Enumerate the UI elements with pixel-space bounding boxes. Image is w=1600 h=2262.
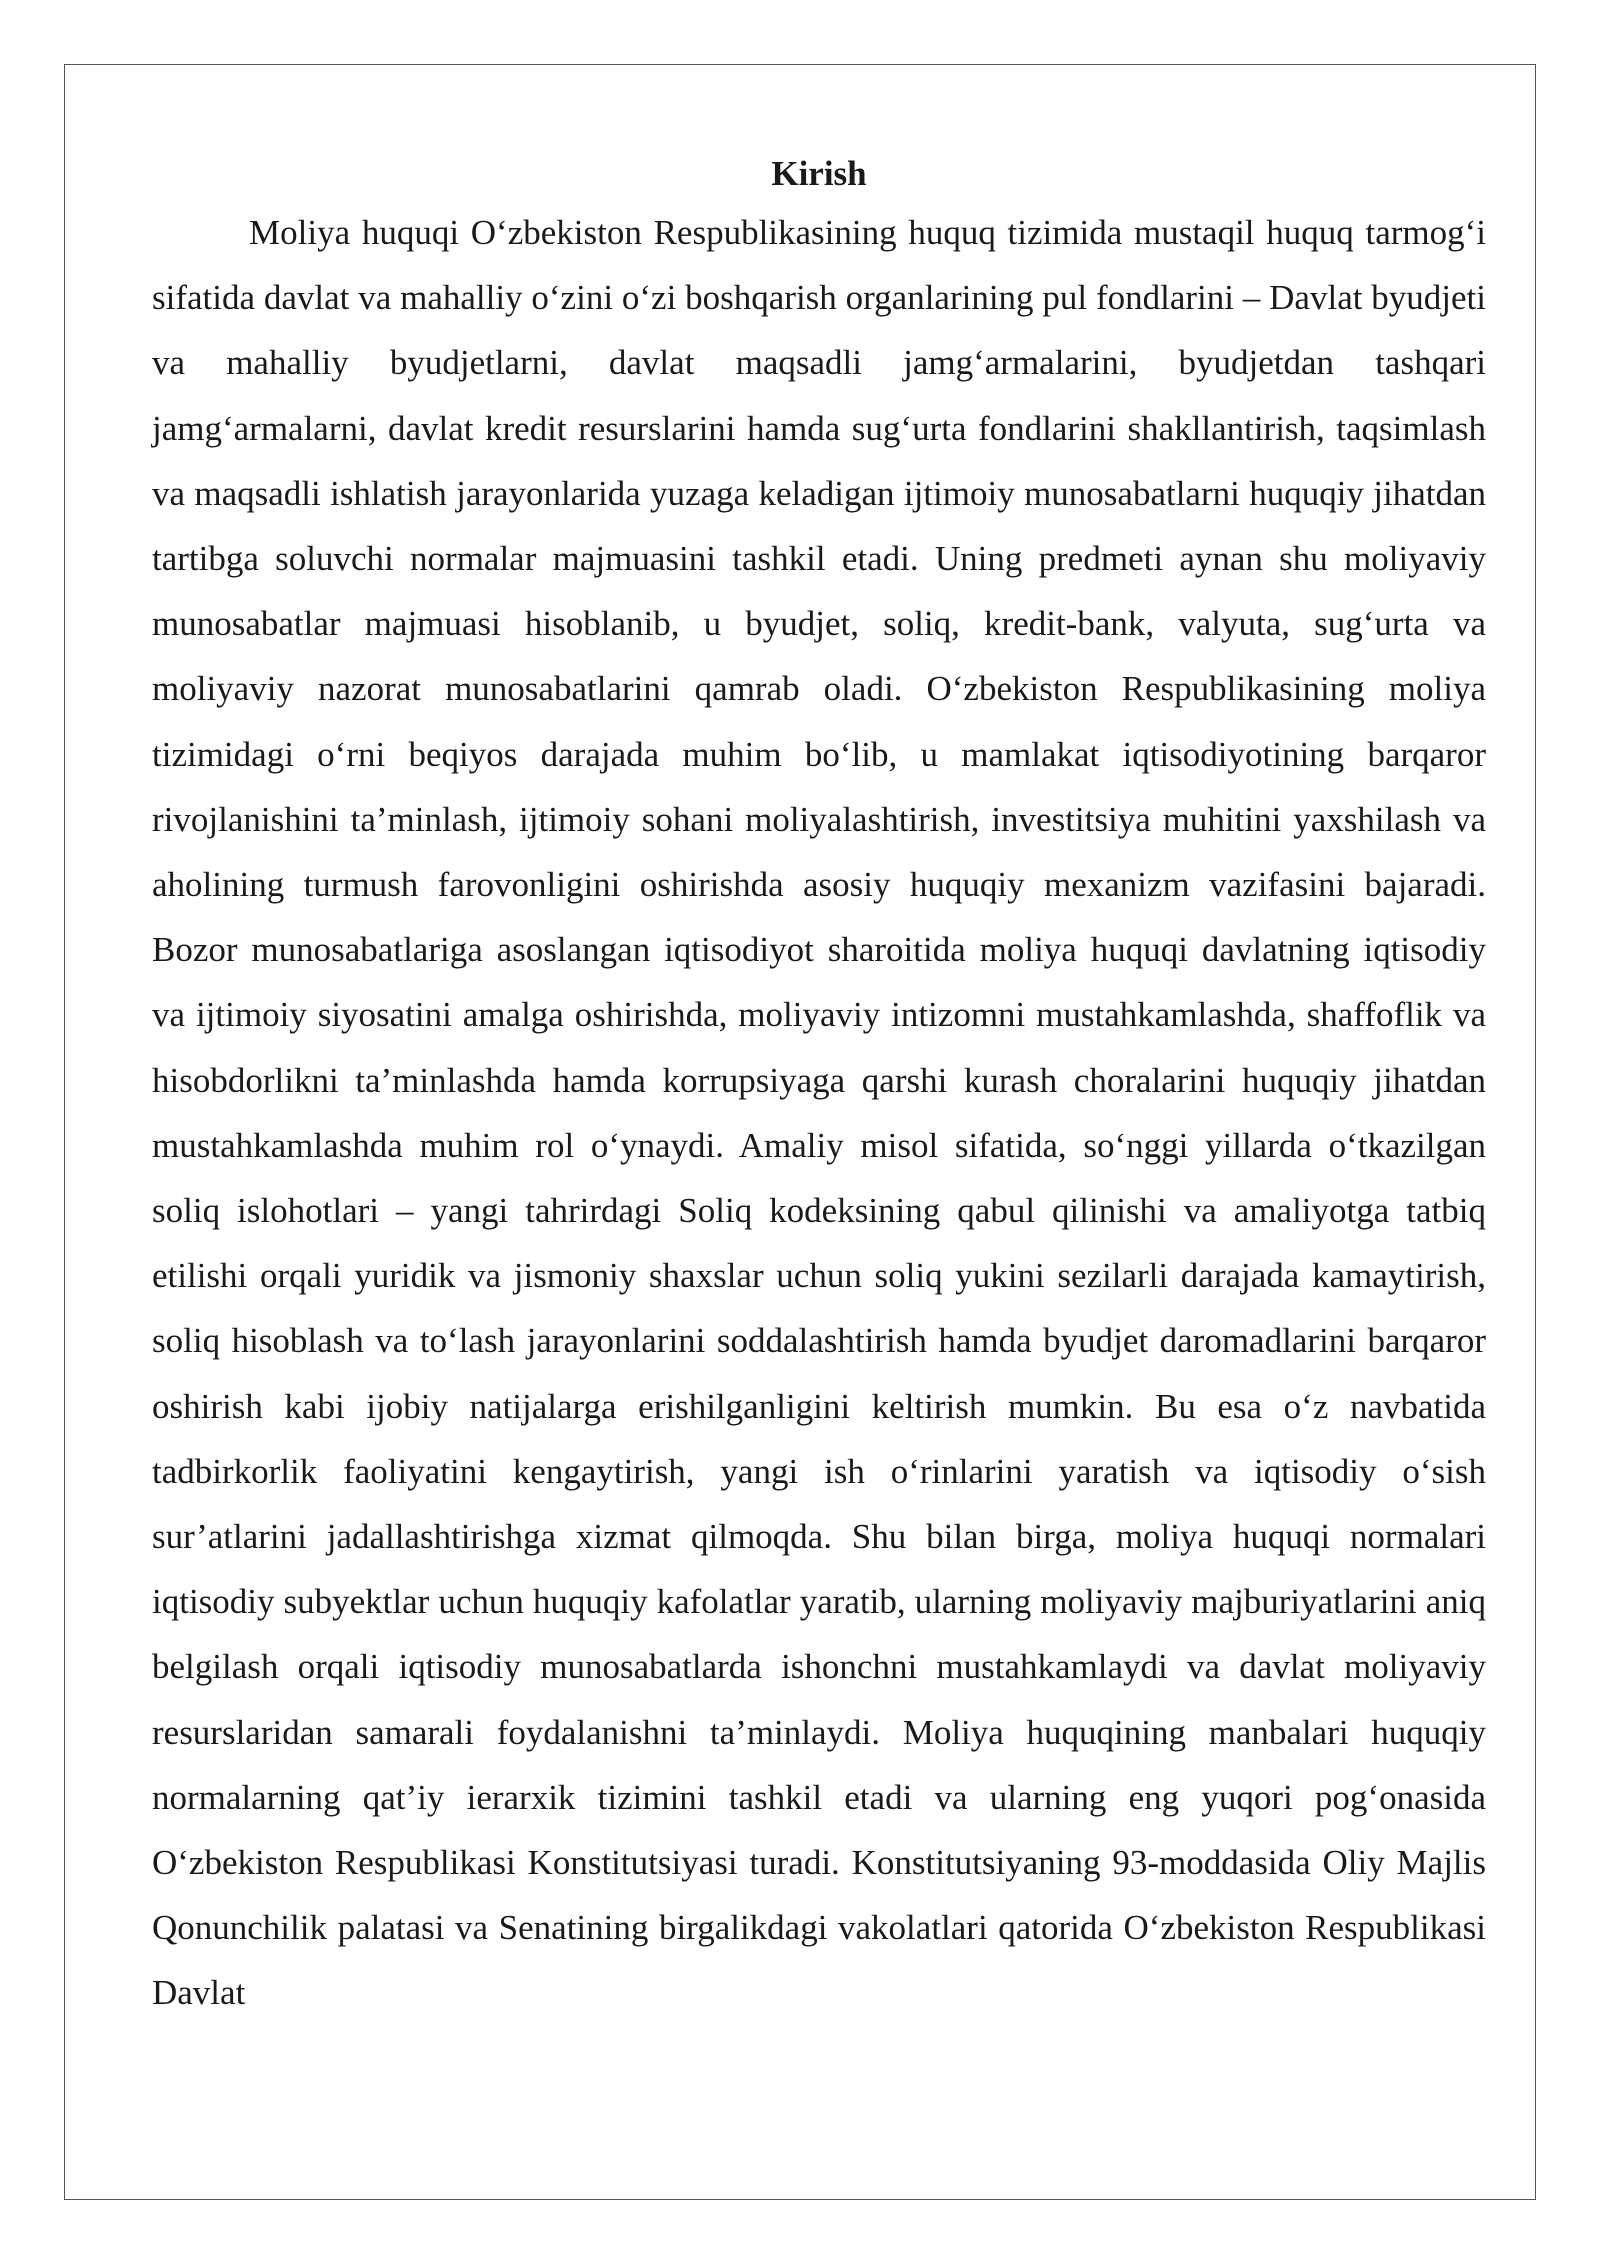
body-paragraph: Moliya huquqi O‘zbekiston Respublikasining huquq tizimida mustaqil huquq tarmog‘i sifatida davlat va mahalliy o‘zini o‘zi boshqarish organlarining pul fondlarini – Davlat byudjeti va mahalliy byudjetlarni, davlat maqsadli jamg‘armalarini, byudjetdan tashqari jamg‘armalarni, davlat kredit resurslarini hamda sug‘urta fondlarini shakllantirish, taqsimlash va maqsadli ishlatish jarayonlarida yuzaga keladigan ijtimoiy munosabatlarni huquqiy jihatdan tartibga soluvchi normalar majmuasini tashkil etadi. Uning predmeti aynan shu moliyaviy munosabatlar majmuasi hisoblanib, u byudjet, soliq, kredit-bank, valyuta, sug‘urta va moliyaviy nazorat munosabatlarini qamrab oladi. O‘zbekiston Respublikasining moliya tizimidagi o‘rni beqiyos darajada muhim bo‘lib, u mamlakat iqtisodiyotining barqaror rivojlanishini ta’minlash, ijtimoiy sohani moliyalashtirish, investitsiya muhitini yaxshilash va aholining turmush farovonligini oshirishda asosiy huquqiy mexanizm vazifasini bajaradi. Bozor munosabatlariga asoslangan iqtisodiyot sharoitida moliya huquqi davlatning iqtisodiy va ijtimoiy siyosatini amalga oshirishda, moliyaviy intizomni mustahkamlashda, shaffoflik va hisobdorlikni ta’minlashda hamda korrupsiyaga qarshi kurash choralarini huquqiy jihatdan mustahkamlashda muhim rol o‘ynaydi. Amaliy misol sifatida, so‘nggi yillarda o‘tkazilgan soliq islohotlari – yangi tahrirdagi Soliq kodeksining qabul qilinishi va amaliyotga tatbiq etilishi orqali yuridik va jismoniy shaxslar uchun soliq yukini sezilarli darajada kamaytirish, soliq hisoblash va to‘lash jarayonlarini soddalashtirish hamda byudjet daromadlarini barqaror oshirish kabi ijobiy natijalarga erishilganligini keltirish mumkin. Bu esa o‘z navbatida tadbirkorlik faoliyatini kengaytirish, yangi ish o‘rinlarini yaratish va iqtisodiy o‘sish sur’atlarini jadallashtirishga xizmat qilmoqda. Shu bilan birga, moliya huquqi normalari iqtisodiy subyektlar uchun huquqiy kafolatlar yaratib, ularning moliyaviy majburiyatlarini aniq belgilash orqali iqtisodiy munosabatlarda ishonchni mustahkamlaydi va davlat moliyaviy resurslaridan samarali foydalanishni ta’minlaydi. Moliya huquqining manbalari huquqiy normalarning qat’iy ierarxik tizimini tashkil etadi va ularning eng yuqori pog‘onasida O‘zbekiston Respublikasi Konstitutsiyasi turadi. Konstitutsiyaning 93-moddasida Oliy Majlis Qonunchilik palatasi va Senatining birgalikdagi vakolatlari qatorida O‘zbekiston Respublikasi Davlat xyxy=(152,213,1486,2013)
document-body xyxy=(152,148,1486,2026)
page-title: Kirish xyxy=(771,154,867,193)
